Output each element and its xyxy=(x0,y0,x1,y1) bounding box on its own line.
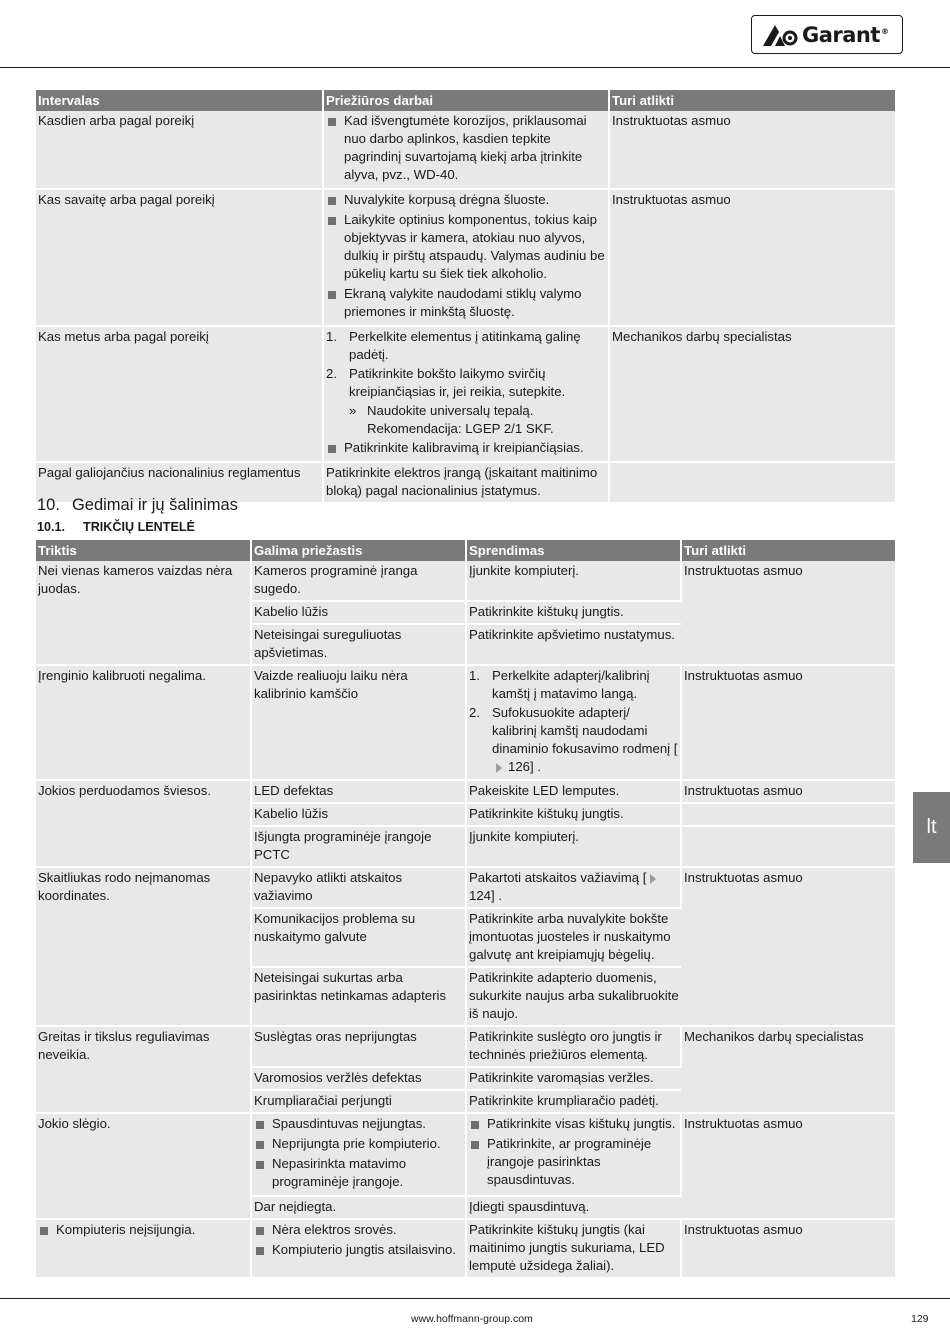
garant-mark-icon xyxy=(762,23,798,47)
page-reference[interactable]: 126] xyxy=(508,759,534,774)
list-item: Patikrinkite kalibravimą ir kreipiančiąsias. xyxy=(326,439,606,457)
performer-cell: Mechanikos darbų specialistas xyxy=(609,326,895,462)
step-item: 1. Perkelkite adapterį/kalibrinį kamštį į matavimo langą. xyxy=(469,668,650,701)
table-row xyxy=(36,1026,895,1067)
interval-cell: Kas metus arba pagal poreikį xyxy=(36,326,323,462)
cause-cell: Dar neįdiegta. xyxy=(251,1196,466,1219)
column-header: Sprendimas xyxy=(466,540,681,561)
page-reference[interactable]: 124] xyxy=(469,888,495,903)
performer-cell: Instruktuotas asmuo xyxy=(681,780,895,803)
solution-cell: Patikrinkite kištukų jungtis. xyxy=(466,803,681,826)
cause-cell: Neteisingai sureguliuotas apšvietimas. xyxy=(251,624,466,665)
performer-cell: Instruktuotas asmuo xyxy=(681,1219,895,1278)
performer-cell xyxy=(609,462,895,503)
cause-cell: Nepavyko atlikti atskaitos važiavimo xyxy=(251,867,466,908)
cause-cell: Krumpliaračiai perjungti xyxy=(251,1090,466,1113)
tasks-cell xyxy=(323,111,609,189)
fault-cell: Įrenginio kalibruoti negalima. xyxy=(36,665,251,780)
solution-cell: Pakeiskite LED lemputes. xyxy=(466,780,681,803)
fault-cell: Nei vienas kameros vaizdas nėra juodas. xyxy=(36,561,251,665)
list-item: Laikykite optinius komponentus, tokius kaip objektyvas ir kamera, atokiau nuo alyvos, dulkių ir pirštų atspaudų. Valymas audiniu be pūkelių kartu su šiek tiek alkoholio. xyxy=(326,211,606,283)
table-row xyxy=(36,189,895,326)
footer-url[interactable]: www.hoffmann-group.com xyxy=(411,1313,533,1325)
table-row xyxy=(36,1113,895,1196)
page-number: 129 xyxy=(911,1313,929,1325)
solution-cell: Įjunkite kompiuterį. xyxy=(466,826,681,867)
section-heading: 10. Gedimai ir jų šalinimas xyxy=(37,496,238,514)
subsection-heading: 10.1. TRIKČIŲ LENTELĖ xyxy=(37,520,195,534)
table-row xyxy=(36,561,895,601)
fault-cell: Jokios perduodamos šviesos. xyxy=(36,780,251,867)
table-row xyxy=(36,867,895,908)
fault-cell: Greitas ir tikslus reguliavimas neveikia. xyxy=(36,1026,251,1113)
list-item: Kad išvengtumėte korozijos, priklausomai nuo darbo aplinkos, kasdien tepkite pagrindinį suvartojamą kiekį arba įtrinkite alyva, pvz., WD-40. xyxy=(326,112,606,184)
solution-cell: Įdiegti spausdintuvą. xyxy=(466,1196,681,1219)
performer-cell: Mechanikos darbų specialistas xyxy=(681,1026,895,1113)
page-reference-icon xyxy=(496,763,502,773)
cause-cell: Varomosios veržlės defektas xyxy=(251,1067,466,1090)
list-item: Ekraną valykite naudodami stiklų valymo priemones ir minkštą šluostę. xyxy=(326,285,606,321)
solution-cell: Patikrinkite adapterio duomenis, sukurkite naujus arba sukalibruokite iš naujo. xyxy=(466,967,681,1026)
table-header-row xyxy=(36,90,895,111)
column-header: Triktis xyxy=(36,540,251,561)
list-item: Kompiuteris neįsijungia. xyxy=(38,1221,248,1239)
list-item: Nepasirinkta matavimo programinėje įrangoje. xyxy=(254,1155,463,1191)
solution-cell: Įjunkite kompiuterį. xyxy=(466,561,681,601)
step-item: 1. Perkelkite elementus į atitinkamą galinę padėtį. xyxy=(326,329,581,362)
fault-cell: Jokio slėgio. xyxy=(36,1113,251,1219)
solution-cell xyxy=(466,665,681,780)
table-row xyxy=(36,326,895,462)
list-item: Nėra elektros srovės. xyxy=(254,1221,463,1239)
cause-cell: Neteisingai sukurtas arba pasirinktas netinkamas adapteris xyxy=(251,967,466,1026)
column-header: Intervalas xyxy=(36,90,323,111)
cause-cell: LED defektas xyxy=(251,780,466,803)
column-header: Galima priežastis xyxy=(251,540,466,561)
interval-cell: Kas savaitę arba pagal poreikį xyxy=(36,189,323,326)
list-item: Patikrinkite, ar programinėje įrangoje pasirinktas spausdintuvas. xyxy=(469,1135,678,1189)
cause-cell xyxy=(251,1113,466,1196)
interval-cell: Kasdien arba pagal poreikį xyxy=(36,111,323,189)
performer-cell-empty xyxy=(681,803,895,826)
fault-cell: Skaitliukas rodo neįmanomas koordinates. xyxy=(36,867,251,1026)
performer-cell: Instruktuotas asmuo xyxy=(609,111,895,189)
list-item: Kompiuterio jungtis atsilaisvino. xyxy=(254,1241,463,1259)
logo-text: Garant® xyxy=(802,22,889,47)
column-header: Turi atlikti xyxy=(681,540,895,561)
solution-cell: Patikrinkite apšvietimo nustatymus. xyxy=(466,624,681,665)
cause-cell xyxy=(251,1219,466,1278)
tasks-cell xyxy=(323,326,609,462)
tasks-cell xyxy=(323,189,609,326)
list-item: Nuvalykite korpusą drėgna šluoste. xyxy=(326,191,606,209)
solution-cell xyxy=(466,1113,681,1196)
performer-cell: Instruktuotas asmuo xyxy=(681,867,895,1026)
language-tab[interactable]: lt xyxy=(913,792,950,863)
footer-divider xyxy=(0,1298,950,1299)
solution-cell: Patikrinkite suslėgto oro jungtis ir techninės priežiūros elementą. xyxy=(466,1026,681,1067)
maintenance-table xyxy=(36,90,895,504)
fault-cell xyxy=(36,1219,251,1278)
step-item: 2. Sufokusuokite adapterį/ kalibrinį kamštį naudodami dinaminio fokusavimo rodmenį [126] . xyxy=(469,705,678,774)
step-result: » Naudokite universalų tepalą. Rekomendacija: LGEP 2/1 SKF. xyxy=(349,403,554,436)
cause-cell: Suslėgtas oras neprijungtas xyxy=(251,1026,466,1067)
list-item: Spausdintuvas neįjungtas. xyxy=(254,1115,463,1133)
cause-cell: Vaizde realiuoju laiku nėra kalibrinio kamščio xyxy=(251,665,466,780)
interval-cell: Pagal galiojančius nacionalinius reglamentus xyxy=(36,462,323,503)
solution-cell: Patikrinkite krumpliaračio padėtį. xyxy=(466,1090,681,1113)
performer-cell: Instruktuotas asmuo xyxy=(681,1113,895,1219)
table-row xyxy=(36,665,895,780)
step-item: 2. Patikrinkite bokšto laikymo svirčių kreipiančiąsias ir, jei reikia, sutepkite. xyxy=(326,366,566,399)
cause-cell: Komunikacijos problema su nuskaitymo galvute xyxy=(251,908,466,967)
list-item: Neprijungta prie kompiuterio. xyxy=(254,1135,463,1153)
solution-cell: Patikrinkite kištukų jungtis (kai maitinimo jungtis sukuriama, LED lemputė užsidega žaliai). xyxy=(466,1219,681,1278)
performer-cell: Instruktuotas asmuo xyxy=(681,665,895,780)
table-row xyxy=(36,111,895,189)
cause-cell: Kabelio lūžis xyxy=(251,803,466,826)
column-header: Priežiūros darbai xyxy=(323,90,609,111)
cause-cell: Kabelio lūžis xyxy=(251,601,466,624)
header-divider xyxy=(0,67,950,68)
cause-cell: Išjungta programinėje įrangoje PCTC xyxy=(251,826,466,867)
performer-cell-empty xyxy=(681,826,895,867)
solution-cell: Patikrinkite kištukų jungtis. xyxy=(466,601,681,624)
solution-cell: Pakartoti atskaitos važiavimą [124] . xyxy=(466,867,681,908)
table-row xyxy=(36,780,895,803)
page-reference-icon xyxy=(650,874,656,884)
solution-cell: Patikrinkite arba nuvalykite bokšte įmontuotas juosteles ir nuskaitymo galvutę ant kreipiamųjų bėgelių. xyxy=(466,908,681,967)
garant-logo xyxy=(751,15,903,54)
tasks-cell: Patikrinkite elektros įrangą (įskaitant maitinimo bloką) pagal nacionalinius įstatymus. xyxy=(323,462,609,503)
column-header: Turi atlikti xyxy=(609,90,895,111)
performer-cell: Instruktuotas asmuo xyxy=(681,561,895,665)
list-item: Patikrinkite visas kištukų jungtis. xyxy=(469,1115,678,1133)
table-header-row xyxy=(36,540,895,561)
performer-cell: Instruktuotas asmuo xyxy=(609,189,895,326)
cause-cell: Kameros programinė įranga sugedo. xyxy=(251,561,466,601)
solution-cell: Patikrinkite varomąsias veržles. xyxy=(466,1067,681,1090)
fault-table xyxy=(36,540,895,1279)
table-row xyxy=(36,1219,895,1278)
